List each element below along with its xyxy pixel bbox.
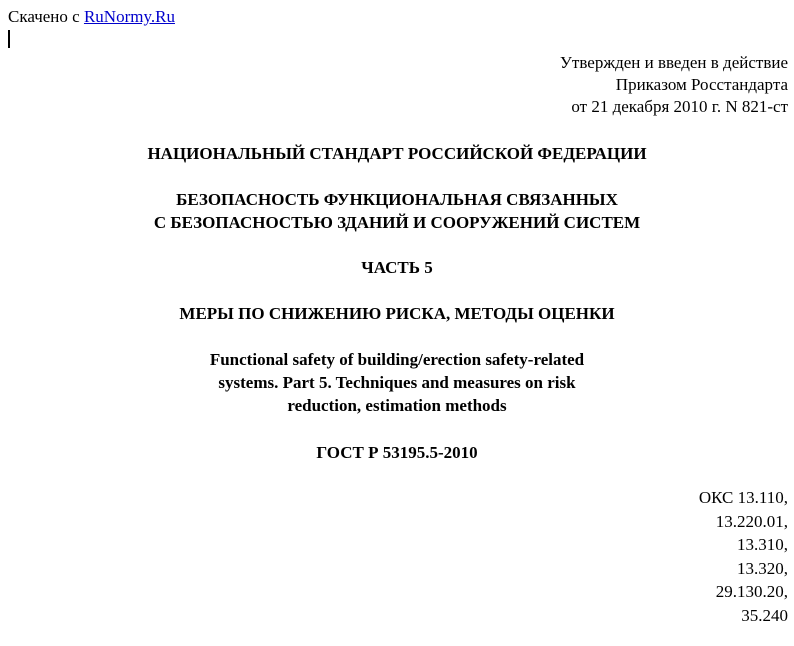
- gost-number: ГОСТ Р 53195.5-2010: [316, 443, 478, 462]
- english-title: [0, 348, 794, 417]
- oks-code-line: 13.220.01,: [715, 511, 788, 531]
- document-title-line: С БЕЗОПАСНОСТЬЮ ЗДАНИЙ И СООРУЖЕНИЙ СИСТЕМ: [153, 213, 641, 232]
- oks-code-line: ОКС 13.110,: [698, 488, 788, 507]
- national-standard-text: НАЦИОНАЛЬНЫЙ СТАНДАРТ РОССИЙСКОЙ ФЕДЕРАЦИИ: [147, 144, 647, 163]
- subtitle-text: МЕРЫ ПО СНИЖЕНИЮ РИСКА, МЕТОДЫ ОЦЕНКИ: [179, 304, 615, 323]
- part-heading: [0, 256, 794, 279]
- source-link[interactable]: RuNormy.Ru: [83, 7, 175, 26]
- document-title-line: БЕЗОПАСНОСТЬ ФУНКЦИОНАЛЬНАЯ СВЯЗАННЫХ: [176, 190, 618, 209]
- oks-code-line: 29.130.20,: [715, 582, 788, 602]
- approval-line: Утвержден и введен в действие: [559, 53, 788, 72]
- oks-codes: [488, 486, 788, 628]
- oks-code-line: 35.240: [741, 605, 788, 625]
- oks-code-line: 13.310,: [737, 535, 788, 555]
- english-title-line: systems. Part 5. Techniques and measures on risk: [218, 373, 576, 392]
- approval-line: от 21 декабря 2010 г. N 821-ст: [571, 97, 788, 116]
- text-cursor: [8, 30, 10, 48]
- source-prefix: Скачено с: [8, 7, 84, 26]
- source-line: [8, 5, 175, 28]
- subtitle-heading: [0, 302, 794, 325]
- approval-block: [288, 51, 788, 117]
- document-title: [0, 188, 794, 234]
- approval-line: Приказом Росстандарта: [615, 75, 788, 94]
- national-standard-heading: [0, 142, 794, 165]
- part-text: ЧАСТЬ 5: [361, 258, 433, 277]
- english-title-line: reduction, estimation methods: [287, 396, 507, 415]
- oks-code-line: 13.320,: [737, 558, 788, 578]
- english-title-line: Functional safety of building/erection safety-related: [209, 350, 585, 369]
- gost-number-heading: [0, 441, 794, 464]
